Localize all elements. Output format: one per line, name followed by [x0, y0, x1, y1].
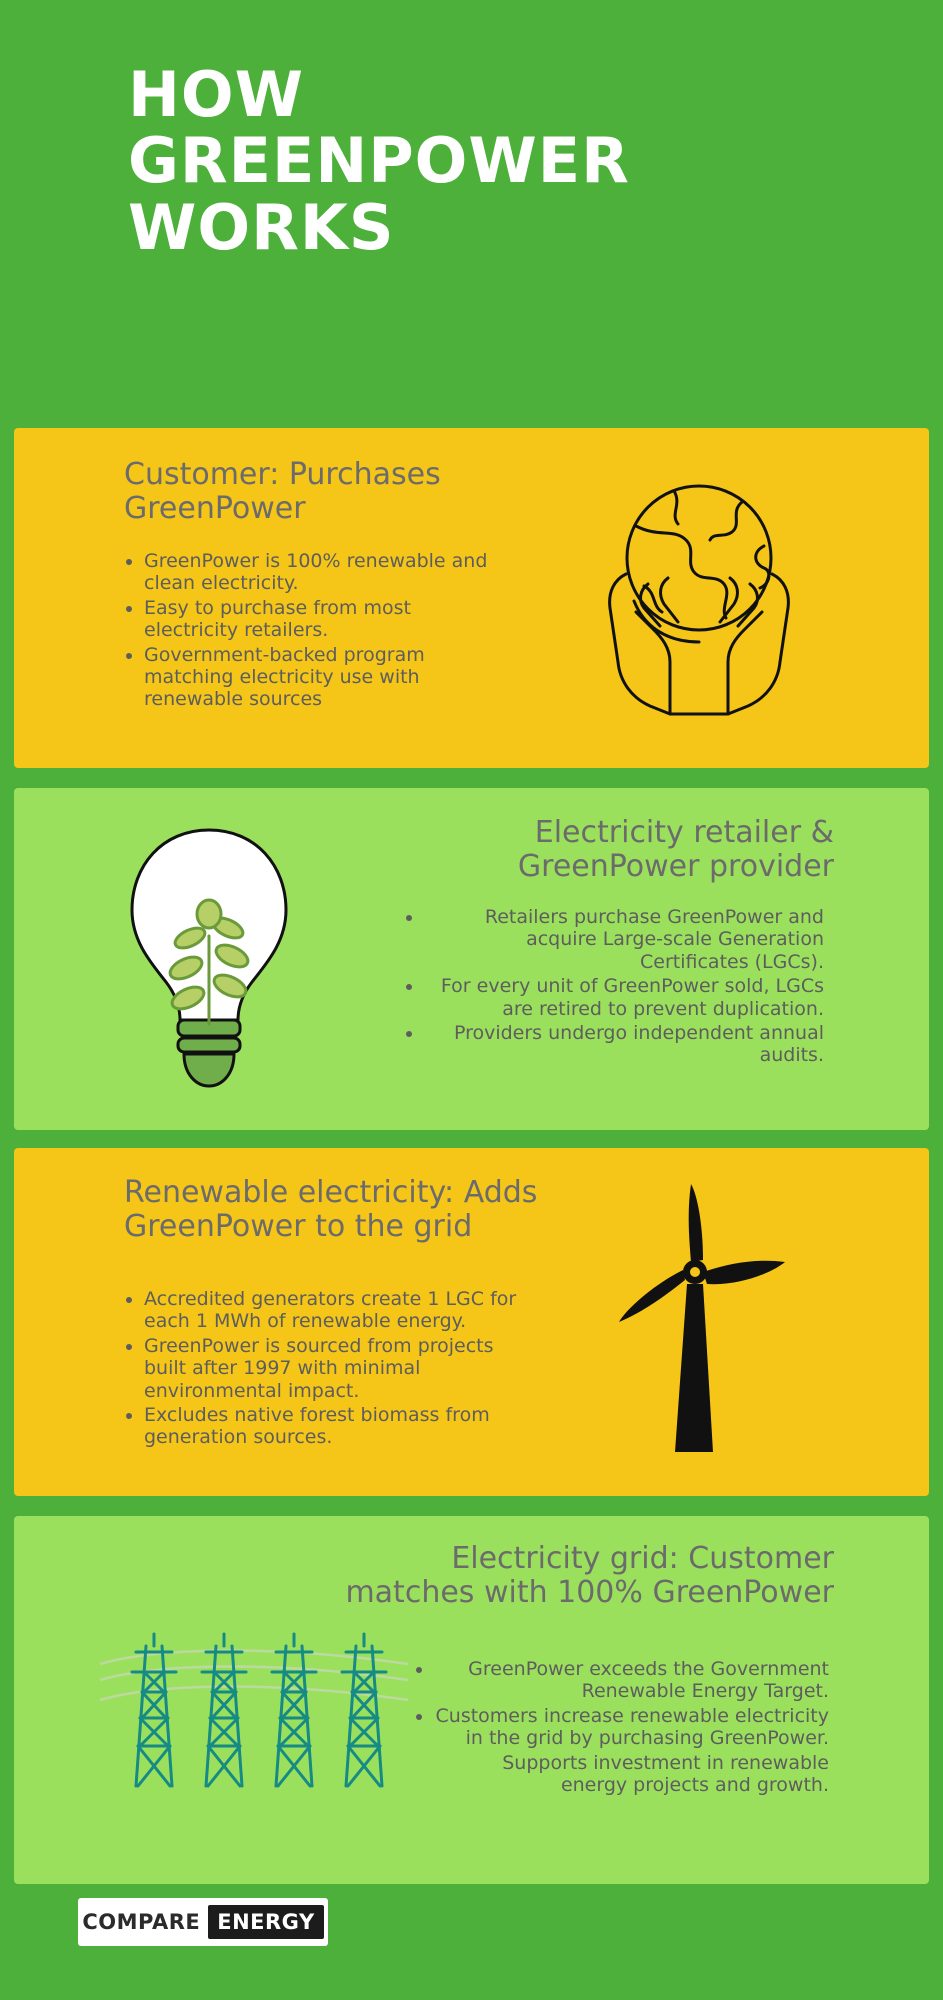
list-item: Supports investment in renewable energy projects and growth. — [502, 1751, 829, 1797]
list-item: • Customers increase renewable electricity in the grid by purchasing GreenPower. — [434, 1705, 829, 1750]
list-item: • GreenPower is 100% renewable and clean electricity. — [144, 550, 504, 595]
section-bullets-grid — [434, 1658, 829, 1798]
section-bullets-customer — [144, 550, 504, 713]
section-heading-retailer: Electricity retailer & GreenPower provider — [517, 815, 834, 884]
list-item: • Retailers purchase GreenPower and acquire Large-scale Generation Certificates (LGCs). — [424, 906, 824, 973]
section-heading-customer: Customer: Purchases GreenPower — [124, 457, 441, 526]
logo-word-compare: COMPARE — [82, 1910, 201, 1934]
list-item: • Accredited generators create 1 LGC for each 1 MWh of renewable energy. — [144, 1288, 524, 1333]
list-item: • Easy to purchase from most electricity retailers. — [144, 597, 504, 642]
section-bullets-retailer — [424, 906, 824, 1069]
section-panel-grid — [14, 1516, 929, 1884]
list-item: • Providers undergo independent annual audits. — [424, 1022, 824, 1067]
section-bullets-renewable — [144, 1288, 524, 1451]
page-title: HOW GREENPOWER WORKS — [128, 58, 630, 264]
list-item: • For every unit of GreenPower sold, LGCs are retired to prevent duplication. — [424, 975, 824, 1020]
compare-energy-logo[interactable] — [78, 1898, 328, 1946]
wind-turbine-icon — [579, 1176, 799, 1476]
hands-holding-globe-icon — [574, 466, 824, 728]
list-item: • GreenPower is sourced from projects built after 1997 with minimal environmental impact. — [144, 1335, 524, 1402]
section-panel-renewable — [14, 1148, 929, 1496]
logo-word-energy: ENERGY — [208, 1905, 323, 1939]
section-heading-grid: Electricity grid: Customer matches with 100% GreenPower — [345, 1541, 834, 1610]
section-panel-retailer — [14, 788, 929, 1130]
section-panel-customer — [14, 428, 929, 768]
list-item: • Government-backed program matching electricity use with renewable sources — [144, 644, 504, 711]
list-item: • Excludes native forest biomass from generation sources. — [144, 1404, 524, 1449]
power-transmission-towers-icon — [94, 1626, 414, 1806]
lightbulb-with-plant-icon — [114, 818, 304, 1098]
list-item: • GreenPower exceeds the Government Renewable Energy Target. — [434, 1658, 829, 1703]
section-heading-renewable: Renewable electricity: Adds GreenPower to the grid — [124, 1175, 538, 1244]
